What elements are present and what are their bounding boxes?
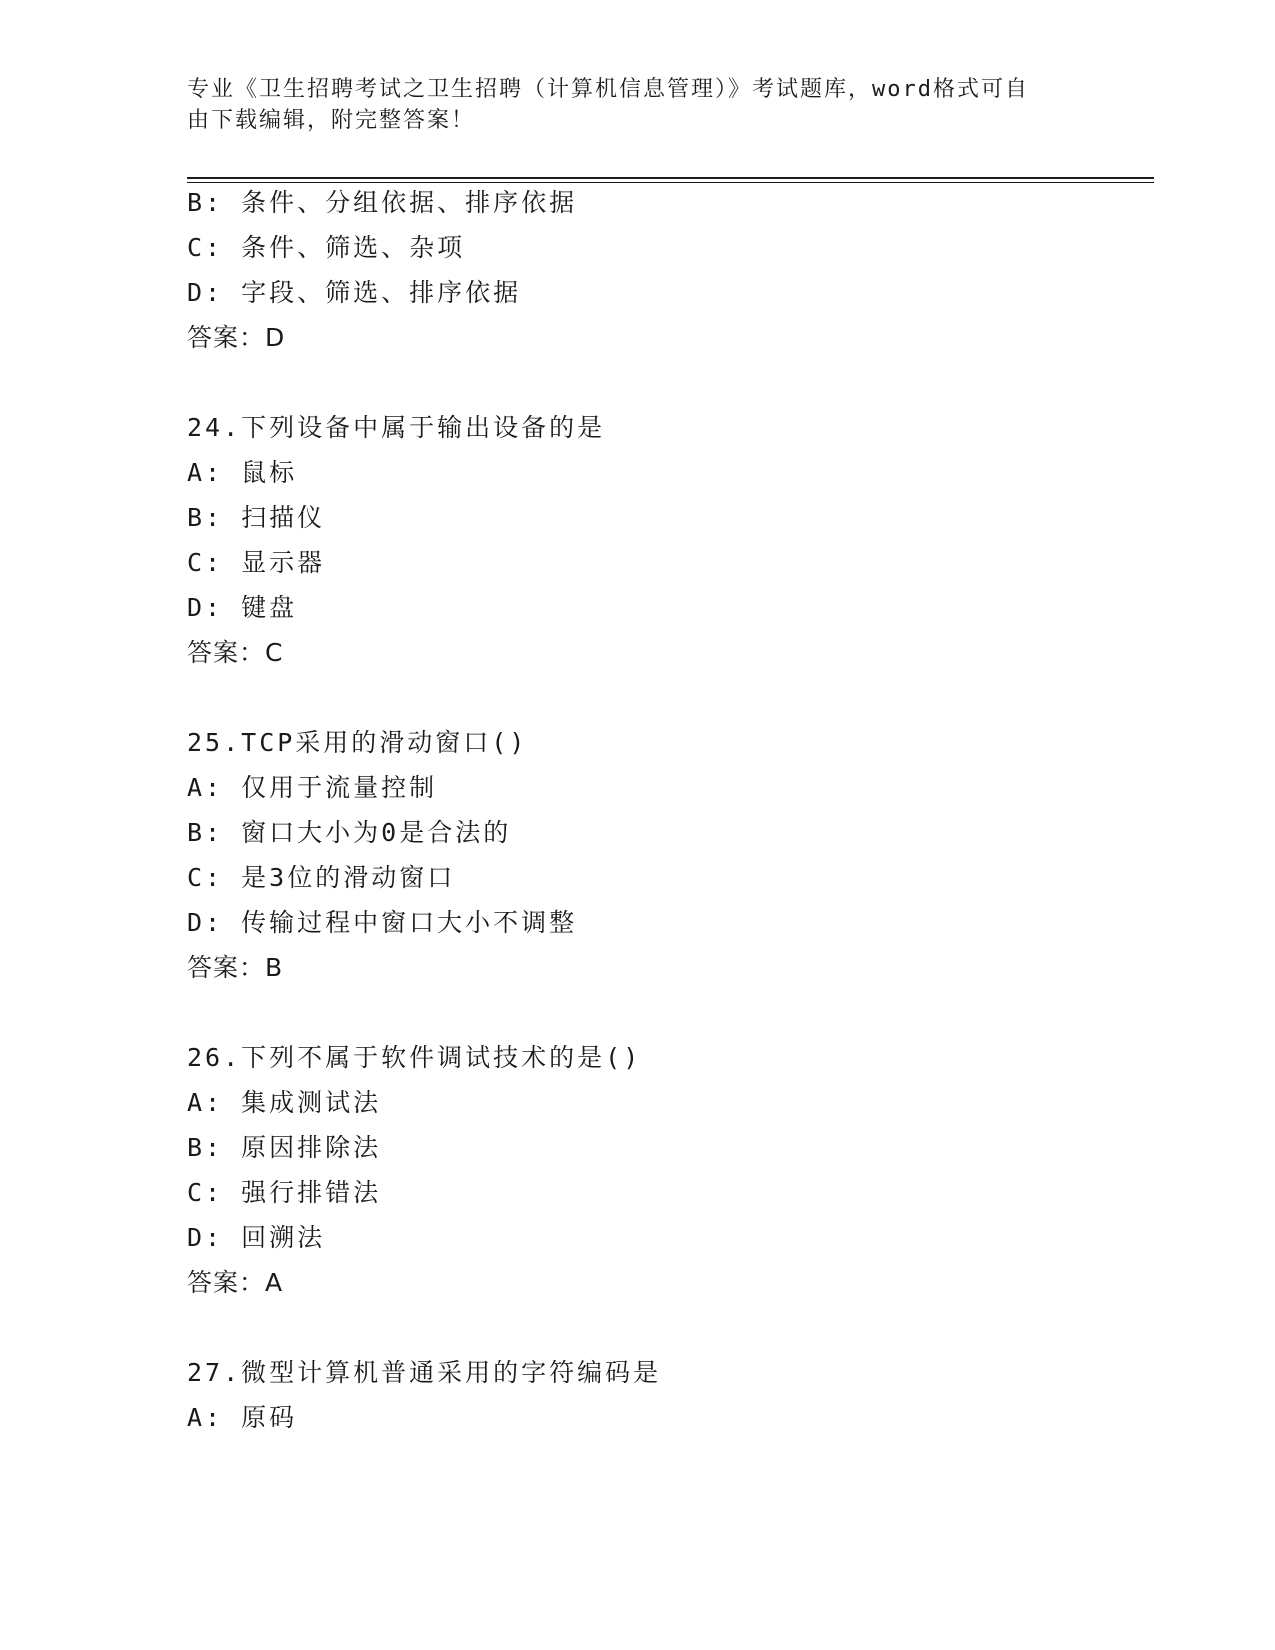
option-a: A: 集成测试法 — [187, 1088, 382, 1117]
option-b: B: 原因排除法 — [187, 1133, 382, 1162]
option-d: D: 回溯法 — [187, 1223, 326, 1252]
question-stem: 26.下列不属于软件调试技术的是() — [187, 1043, 642, 1072]
option-b: B: 窗口大小为0是合法的 — [187, 818, 512, 847]
header-line-1: 专业《卫生招聘考试之卫生招聘（计算机信息管理）》考试题库，word格式可自 — [187, 77, 1029, 102]
header-divider-thick — [187, 177, 1154, 179]
option-a: A: 仅用于流量控制 — [187, 773, 438, 802]
option-c: C: 条件、筛选、杂项 — [187, 233, 466, 262]
option-c: C: 强行排错法 — [187, 1178, 382, 1207]
option-d: D: 键盘 — [187, 593, 298, 622]
header-line-2: 由下载编辑，附完整答案！ — [187, 108, 476, 133]
option-d: D: 字段、筛选、排序依据 — [187, 278, 522, 307]
answer-line: 答案：D — [187, 323, 286, 352]
option-c: C: 显示器 — [187, 548, 326, 577]
answer-line: 答案：C — [187, 638, 284, 667]
question-stem: 27.微型计算机普通采用的字符编码是 — [187, 1358, 662, 1387]
option-b: B: 扫描仪 — [187, 503, 326, 532]
header-divider-thin — [187, 182, 1154, 183]
option-c: C: 是3位的滑动窗口 — [187, 863, 456, 892]
option-a: A: 鼠标 — [187, 458, 298, 487]
question-stem: 25.TCP采用的滑动窗口() — [187, 728, 528, 757]
option-d: D: 传输过程中窗口大小不调整 — [187, 908, 578, 937]
option-a: A: 原码 — [187, 1403, 298, 1432]
answer-line: 答案：A — [187, 1268, 284, 1297]
document-header — [187, 74, 1067, 136]
question-stem: 24.下列设备中属于输出设备的是 — [187, 413, 606, 442]
option-b: B: 条件、分组依据、排序依据 — [187, 188, 578, 217]
answer-line: 答案：B — [187, 953, 284, 982]
